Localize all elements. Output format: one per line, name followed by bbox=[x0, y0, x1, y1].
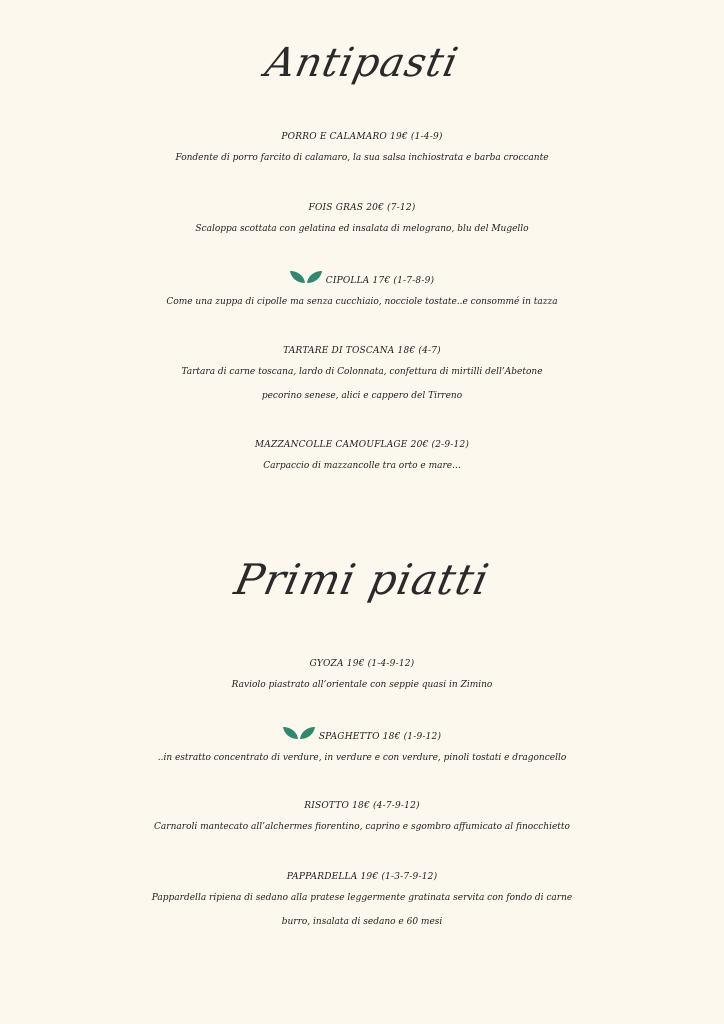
dish-description: Fondente di porro farcito di calamaro, la sua salsa inchiostrata e barba croccante bbox=[175, 153, 549, 163]
dish-description: Scaloppa scottata con gelatina ed insalata di melograno, blu del Mugello bbox=[195, 224, 529, 234]
dish-description: Carnaroli mantecato all’alchermes fiorentino, caprino e sgombro affumicato al finocchietto bbox=[154, 822, 570, 832]
menu-item bbox=[0, 726, 724, 770]
menu-item bbox=[0, 270, 724, 314]
leaf-icon bbox=[290, 270, 322, 284]
dish-name: SPAGHETTO 18€ (1-9-12) bbox=[318, 732, 442, 742]
menu-item bbox=[0, 436, 724, 478]
dish-description: Raviolo piastrato all’orientale con seppie quasi in Zimino bbox=[231, 680, 493, 690]
menu-item bbox=[0, 655, 724, 697]
dish-name: CIPOLLA 17€ (1-7-8-9) bbox=[325, 276, 435, 286]
dish-name: PORRO E CALAMARO 19€ (1-4-9) bbox=[281, 132, 443, 142]
dish-description: ..in estratto concentrato di verdure, in verdure e con verdure, pinoli tostati e dragoncello bbox=[157, 753, 567, 763]
menu-item bbox=[0, 128, 724, 170]
leaf-icon bbox=[283, 726, 315, 740]
menu-item bbox=[0, 797, 724, 839]
dish-description: Come una zuppa di cipolle ma senza cucchiaio, nocciole tostate..e consommé in tazza bbox=[166, 297, 558, 307]
dish-description: Carpaccio di mazzancolle tra orto e mare... bbox=[263, 461, 461, 471]
dish-name: MAZZANCOLLE CAMOUFLAGE 20€ (2-9-12) bbox=[254, 440, 470, 450]
menu-item bbox=[0, 868, 724, 934]
dish-description: pecorino senese, alici e cappero del Tirreno bbox=[261, 391, 463, 401]
dish-description: Tartara di carne toscana, lardo di Colonnata, confettura di mirtilli dell’Abetone bbox=[181, 367, 543, 377]
section-title-primi-piatti: Primi piatti bbox=[230, 555, 494, 604]
menu-item bbox=[0, 342, 724, 408]
section-title-antipasti: Antipasti bbox=[261, 40, 463, 86]
dish-description: burro, insalata di sedano e 60 mesi bbox=[281, 917, 443, 927]
dish-name: PAPPARDELLA 19€ (1-3-7-9-12) bbox=[286, 872, 438, 882]
dish-description: Pappardella ripiena di sedano alla pratese leggermente gratinata servita con fondo di carne bbox=[151, 893, 573, 903]
dish-name-row bbox=[0, 726, 724, 746]
menu-item bbox=[0, 199, 724, 241]
dish-name: GYOZA 19€ (1-4-9-12) bbox=[309, 659, 415, 669]
dish-name: TARTARE DI TOSCANA 18€ (4-7) bbox=[283, 346, 441, 356]
dish-name: RISOTTO 18€ (4-7-9-12) bbox=[304, 801, 420, 811]
dish-name-row bbox=[0, 270, 724, 290]
dish-name: FOIS GRAS 20€ (7-12) bbox=[308, 203, 416, 213]
